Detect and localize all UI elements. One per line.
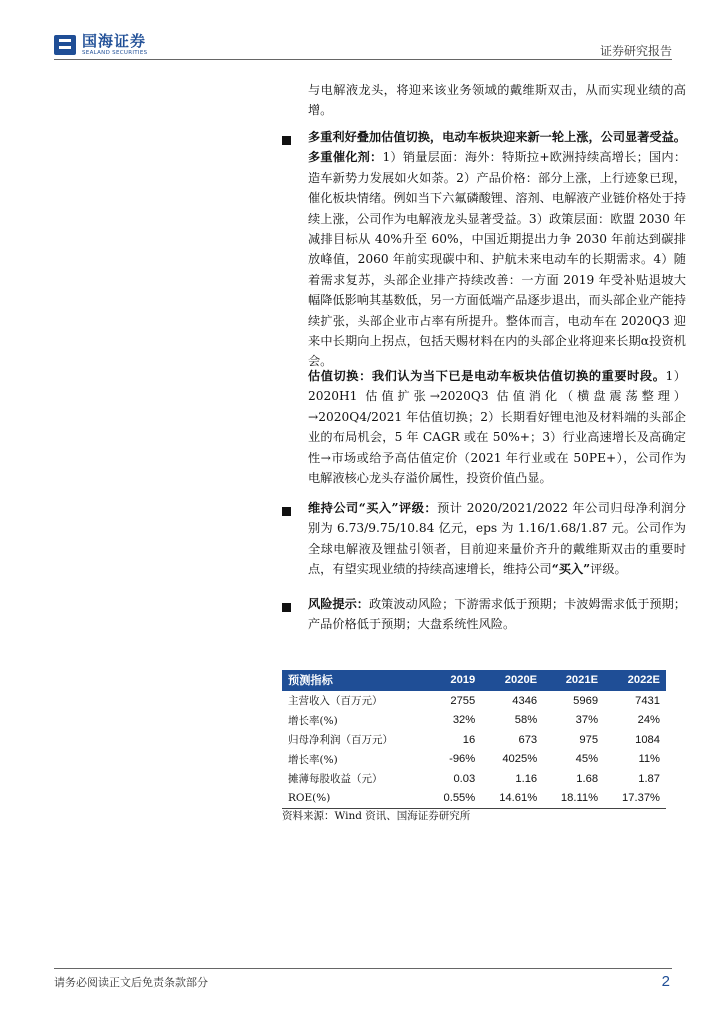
table-cell: 1084	[635, 733, 660, 746]
table-header-cell: 2020E	[481, 670, 543, 691]
footer-disclaimer: 请务必阅读正文后免责条款部分	[54, 976, 208, 989]
table-row	[282, 789, 666, 809]
paragraph-rating	[308, 498, 686, 580]
table-cell: 增长率(%)	[288, 714, 338, 727]
rating-text: 预计 2020/2021/2022 年公司归母净利润分别为 6.73/9.75/10.84 亿元，eps 为 1.16/1.68/1.87 元。公司作为全球电解液及锂盐引领者，目前迎来量价齐升的戴维斯双击的重要时点，有望实现业绩的持续高速增长，维持公司	[308, 501, 686, 577]
rating-heading: 维持公司“买入”评级：	[308, 501, 438, 515]
table-cell: 32%	[452, 714, 476, 727]
footer-divider	[54, 968, 672, 969]
table-cell: 11%	[638, 753, 660, 766]
table-cell: 7431	[604, 691, 666, 711]
table-cell: 17.37%	[604, 789, 666, 809]
table-cell: 主营收入（百万元）	[282, 691, 427, 711]
table-cell: 45%	[575, 753, 599, 766]
table-cell: 58%	[514, 714, 538, 727]
table-header-cell: 2019	[427, 670, 481, 691]
table-cell: 18.11%	[543, 789, 604, 809]
table-cell: 14.61%	[481, 789, 543, 809]
header-divider	[54, 59, 672, 60]
page-header	[0, 0, 724, 60]
forecast-table	[282, 670, 666, 809]
table-cell: 16	[462, 733, 476, 746]
table-cell: 37%	[575, 714, 599, 727]
rating-tail: 评级。	[590, 562, 627, 577]
bullet-icon	[282, 507, 291, 516]
company-logo	[54, 34, 147, 57]
rating-emphasis: “买入”	[551, 562, 591, 577]
table-cell: 增长率(%)	[288, 753, 338, 766]
table-header-row	[282, 670, 666, 691]
table-cell: 5969	[543, 691, 604, 711]
table-cell: 0.03	[453, 772, 476, 785]
paragraph-valuation	[308, 366, 686, 488]
bullet-icon	[282, 136, 291, 145]
table-cell: 4346	[481, 691, 543, 711]
risk-text: 政策波动风险；下游需求低于预期；卡波姆需求低于预期；产品价格低于预期；大盘系统性风险。	[308, 597, 686, 632]
paragraph-risk	[308, 594, 686, 635]
logo-en-text: SEALAND SECURITIES	[82, 50, 148, 56]
table-row	[282, 711, 666, 731]
catalysts-text: 1）销量层面：海外：特斯拉+欧洲持续高增长；国内：造车新势力发展如火如荼。2）产品价格：部分上涨，上行迹象已现，催化板块情绪。例如当下六氟磷酸锂、溶剂、电解液产业链价格处于持续上涨，公司作为电解液龙头显著受益。3）政策层面：欧盟 2030 年减排目标从 40%升至 60%，中国近期提出力争 2030 年前达到碳排放峰值，2060 年前实现碳中和、护航未来电动车的长期需求。4）随着需求复苏，头部企业排产持续改善：一方面 2019 年受补贴退坡大幅降低影响其基数低，另一方面低端产品逐步退出，而头部企业产能持续扩张，头部企业市占率有所提升。整体而言，电动车在 2020Q3 迎来中长期向上拐点，包括天赐材料在内的头部企业将迎来长期α投资机会。	[308, 150, 687, 369]
catalysts-heading: 多重利好叠加估值切换，电动车板块迎来新一轮上涨，公司显著受益。多重催化剂：	[308, 130, 686, 165]
paragraph-intro: 与电解液龙头，将迎来该业务领域的戴维斯双击，从而实现业绩的高增。	[308, 83, 686, 118]
valuation-heading: 估值切换：我们认为当下已是电动车板块估值切换的重要时段。	[308, 369, 666, 383]
page-number: 2	[661, 973, 670, 990]
logo-icon	[54, 35, 76, 55]
table-row	[282, 691, 666, 711]
table-cell: 摊薄每股收益（元）	[288, 773, 383, 786]
report-type-label: 证券研究报告	[599, 44, 672, 58]
table-header-cell: 2022E	[604, 670, 666, 691]
logo-cn-text: 国海证券	[82, 32, 147, 50]
bullet-icon	[282, 603, 291, 612]
table-cell: 673	[518, 733, 538, 746]
table-cell: -96%	[449, 753, 476, 766]
paragraph-catalysts	[308, 127, 686, 372]
table-cell: 1.16	[515, 772, 538, 785]
table-cell: 0.55%	[427, 789, 481, 809]
table-header-cell: 预测指标	[282, 670, 427, 691]
table-cell: 975	[579, 733, 599, 746]
table-cell: 24%	[637, 714, 660, 727]
table-cell: 1.87	[638, 772, 660, 785]
table-source-note: 资料来源：Wind 资讯、国海证券研究所	[282, 810, 471, 822]
valuation-text: 1）2020H1 估值扩张→2020Q3 估值消化（横盘震荡整理）→2020Q4/2021 年估值切换；2）长期看好锂电池及材料端的头部企业的布局机会，5 年 CAGR 或在 50%+；3）行业高速增长及高确定性→市场或给予高估值定价（2021 年行业或在 50PE+），公司作为电解液核心龙头存溢价属性，投资价值凸显。	[308, 369, 686, 486]
table-header-cell: 2021E	[543, 670, 604, 691]
table-cell: 4025%	[502, 753, 538, 766]
table-cell: 2755	[427, 691, 481, 711]
table-cell: ROE(%)	[282, 789, 427, 809]
table-row	[282, 769, 666, 789]
table-row	[282, 750, 666, 770]
table-row	[282, 730, 666, 750]
table-cell: 归母净利润（百万元）	[288, 734, 393, 747]
risk-heading: 风险提示：	[308, 597, 369, 611]
table-cell: 1.68	[576, 772, 599, 785]
